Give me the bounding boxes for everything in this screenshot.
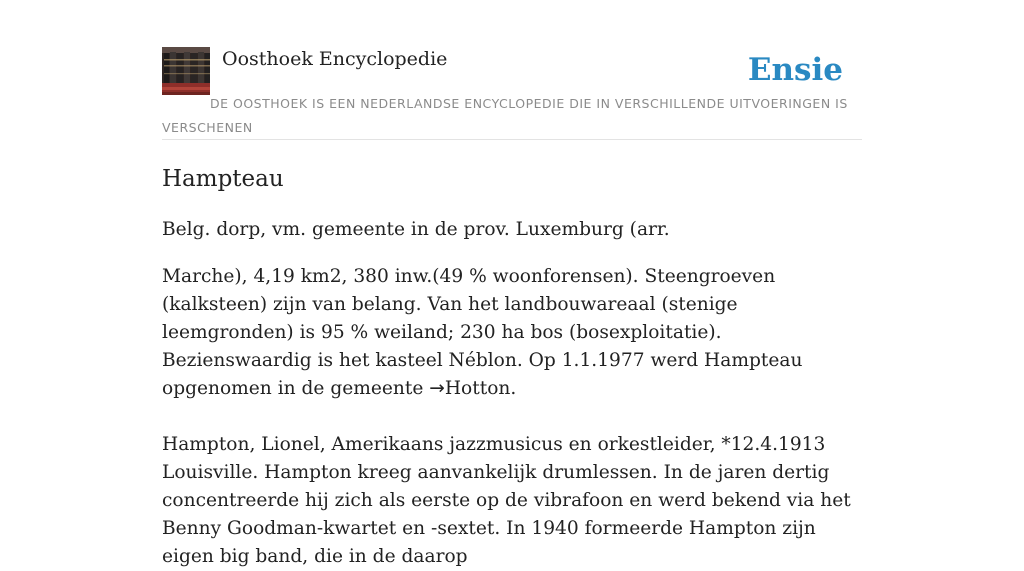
article-paragraph [162,263,862,403]
arrow-right-icon: → [429,378,445,399]
article [162,164,862,571]
bookshelf-avatar-icon [162,47,210,95]
publication-name[interactable]: Oosthoek Encyclopedie [222,48,448,70]
paragraph-text: Marche), 4,19 km2, 380 inw.(49 % woonforensen). Steengroeven (kalksteen) zijn van belang. Van het landbouwareaal (stenige leemgronden) is 95 % weiland; 230 ha bos (bosexploitatie). Bezienswaardig is het kasteel Néblon. Op 1.1.1977 werd Hampteau opgenomen in de gemeente [162,266,803,399]
ensie-logo[interactable]: Ensie [747,52,843,88]
article-paragraph: Hampton, Lionel, Amerikaans jazzmusicus en orkestleider, *12.4.1913 Louisville. Hampton kreeg aanvankelijk drumlessen. In de jaren dertig concentreerde hij zich als eerste op de vibrafoon en werd bekend via het Benny Goodman-kwartet en -sextet. In 1940 formeerde Hampton zijn eigen big band, die in de daarop [162,434,851,567]
publication-header [162,46,862,140]
publication-tagline: DE OOSTHOEK IS EEN NEDERLANDSE ENCYCLOPEDIE DIE IN VERSCHILLENDE UITVOERINGEN IS VERSCHENEN [162,96,848,135]
cross-reference-link[interactable]: Hotton [444,378,511,399]
article-title: Hampteau [162,166,284,192]
article-paragraph: Belg. dorp, vm. gemeente in de prov. Luxemburg (arr. [162,219,670,240]
paragraph-end: . [510,378,517,399]
publication-avatar[interactable] [162,47,210,95]
